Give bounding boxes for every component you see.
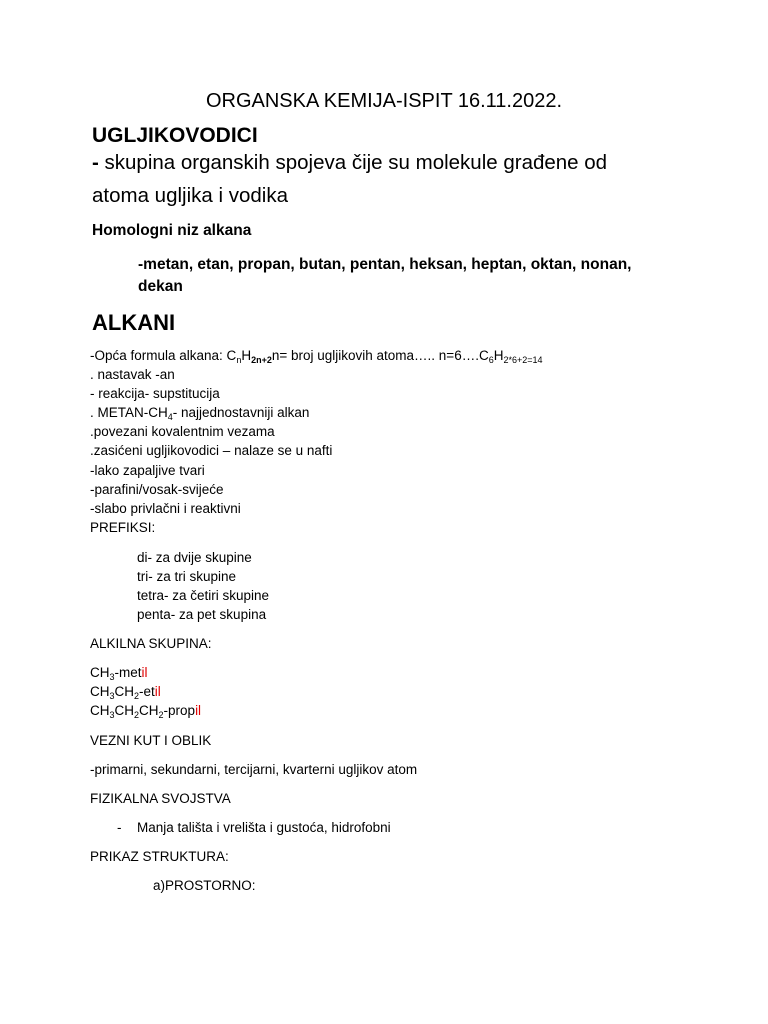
- propil-suffix: il: [195, 703, 202, 718]
- formula-line: [90, 348, 543, 363]
- etil-ch: CH: [90, 684, 110, 699]
- propil-ch2: CH: [114, 703, 135, 718]
- prikaz-heading: PRIKAZ STRUKTURA:: [90, 849, 229, 864]
- etil-suffix: il: [154, 684, 161, 699]
- formula-c6-sub: 6: [488, 355, 494, 365]
- metan-line: [90, 405, 309, 420]
- etil-text: -et: [139, 684, 155, 699]
- propil-sub1: 3: [109, 710, 115, 720]
- propil-ch3: CH: [139, 703, 159, 718]
- document-title: ORGANSKA KEMIJA-ISPIT 16.11.2022.: [205, 90, 563, 112]
- prefiksi-heading: PREFIKSI:: [90, 520, 156, 535]
- metil-sub: 3: [109, 672, 115, 682]
- metil-line: [90, 665, 148, 680]
- definition-dash: -: [92, 151, 99, 174]
- fizikalna-heading: FIZIKALNA SVOJSTVA: [90, 791, 231, 806]
- prefix-item: penta- za pet skupina: [137, 607, 267, 622]
- formula-prefix: -Opća formula alkana: C: [90, 348, 237, 363]
- metan-prefix: . METAN-CH: [90, 405, 168, 420]
- homologni-series-line1: -metan, etan, propan, butan, pentan, heksan, heptan, oktan, nonan,: [138, 256, 632, 273]
- homologni-niz-heading: Homologni niz alkana: [92, 222, 252, 239]
- list-item: -parafini/vosak-svijeće: [90, 482, 224, 497]
- homologni-series-line2: dekan: [138, 278, 183, 295]
- prefix-item: di- za dvije skupine: [137, 550, 252, 565]
- formula-h-sub: 2n+2: [251, 355, 272, 365]
- prefix-item: tetra- za četiri skupine: [137, 588, 270, 603]
- etil-ch2: CH: [114, 684, 135, 699]
- etil-line: [90, 684, 161, 699]
- ugljikovodici-heading: UGLJIKOVODICI: [92, 124, 258, 147]
- vezni-kut-text: -primarni, sekundarni, tercijarni, kvarterni ugljikov atom: [90, 762, 418, 777]
- propil-sub2: 2: [134, 710, 140, 720]
- fizikalna-text: Manja tališta i vrelišta i gustoća, hidrofobni: [137, 820, 391, 835]
- etil-sub1: 3: [109, 691, 115, 701]
- formula-n-sub: n: [236, 355, 242, 365]
- ugljikovodici-definition-line1: [92, 151, 607, 175]
- alkilna-heading: ALKILNA SKUPINA:: [90, 636, 212, 651]
- vezni-kut-heading: VEZNI KUT I OBLIK: [90, 733, 212, 748]
- list-item: .povezani kovalentnim vezama: [90, 424, 275, 439]
- list-item: -lako zapaljive tvari: [90, 463, 205, 478]
- etil-sub2: 2: [134, 691, 140, 701]
- prikaz-subheading: a)PROSTORNO:: [153, 878, 256, 893]
- metil-ch: CH: [90, 665, 110, 680]
- alkani-heading: ALKANI: [92, 310, 176, 335]
- propil-text: -prop: [163, 703, 196, 718]
- list-item: -slabo privlačni i reaktivni: [90, 501, 241, 516]
- fizikalna-dash: -: [117, 820, 122, 835]
- propil-ch: CH: [90, 703, 110, 718]
- propil-sub3: 2: [158, 710, 164, 720]
- list-item: - reakcija- supstitucija: [90, 386, 220, 401]
- list-item: . nastavak -an: [90, 367, 175, 382]
- prefix-item: tri- za tri skupine: [137, 569, 237, 584]
- list-item: .zasićeni ugljikovodici – nalaze se u nafti: [90, 443, 333, 458]
- ugljikovodici-definition-line2: atoma ugljika i vodika: [92, 184, 288, 207]
- formula-middle: n= broj ugljikovih atoma….. n=6….C: [271, 348, 489, 363]
- formula-h2-sub: 2*6+2=14: [503, 355, 543, 365]
- definition-text-1: skupina organskih spojeva čije su molekule građene od: [98, 151, 608, 174]
- metan-suffix: - najjednostavniji alkan: [172, 405, 310, 420]
- propil-line: [90, 703, 201, 718]
- formula-h: H: [241, 348, 252, 363]
- metil-text: -met: [114, 665, 142, 680]
- formula-h2: H: [493, 348, 504, 363]
- metil-suffix: il: [141, 665, 148, 680]
- metan-sub: 4: [167, 412, 173, 422]
